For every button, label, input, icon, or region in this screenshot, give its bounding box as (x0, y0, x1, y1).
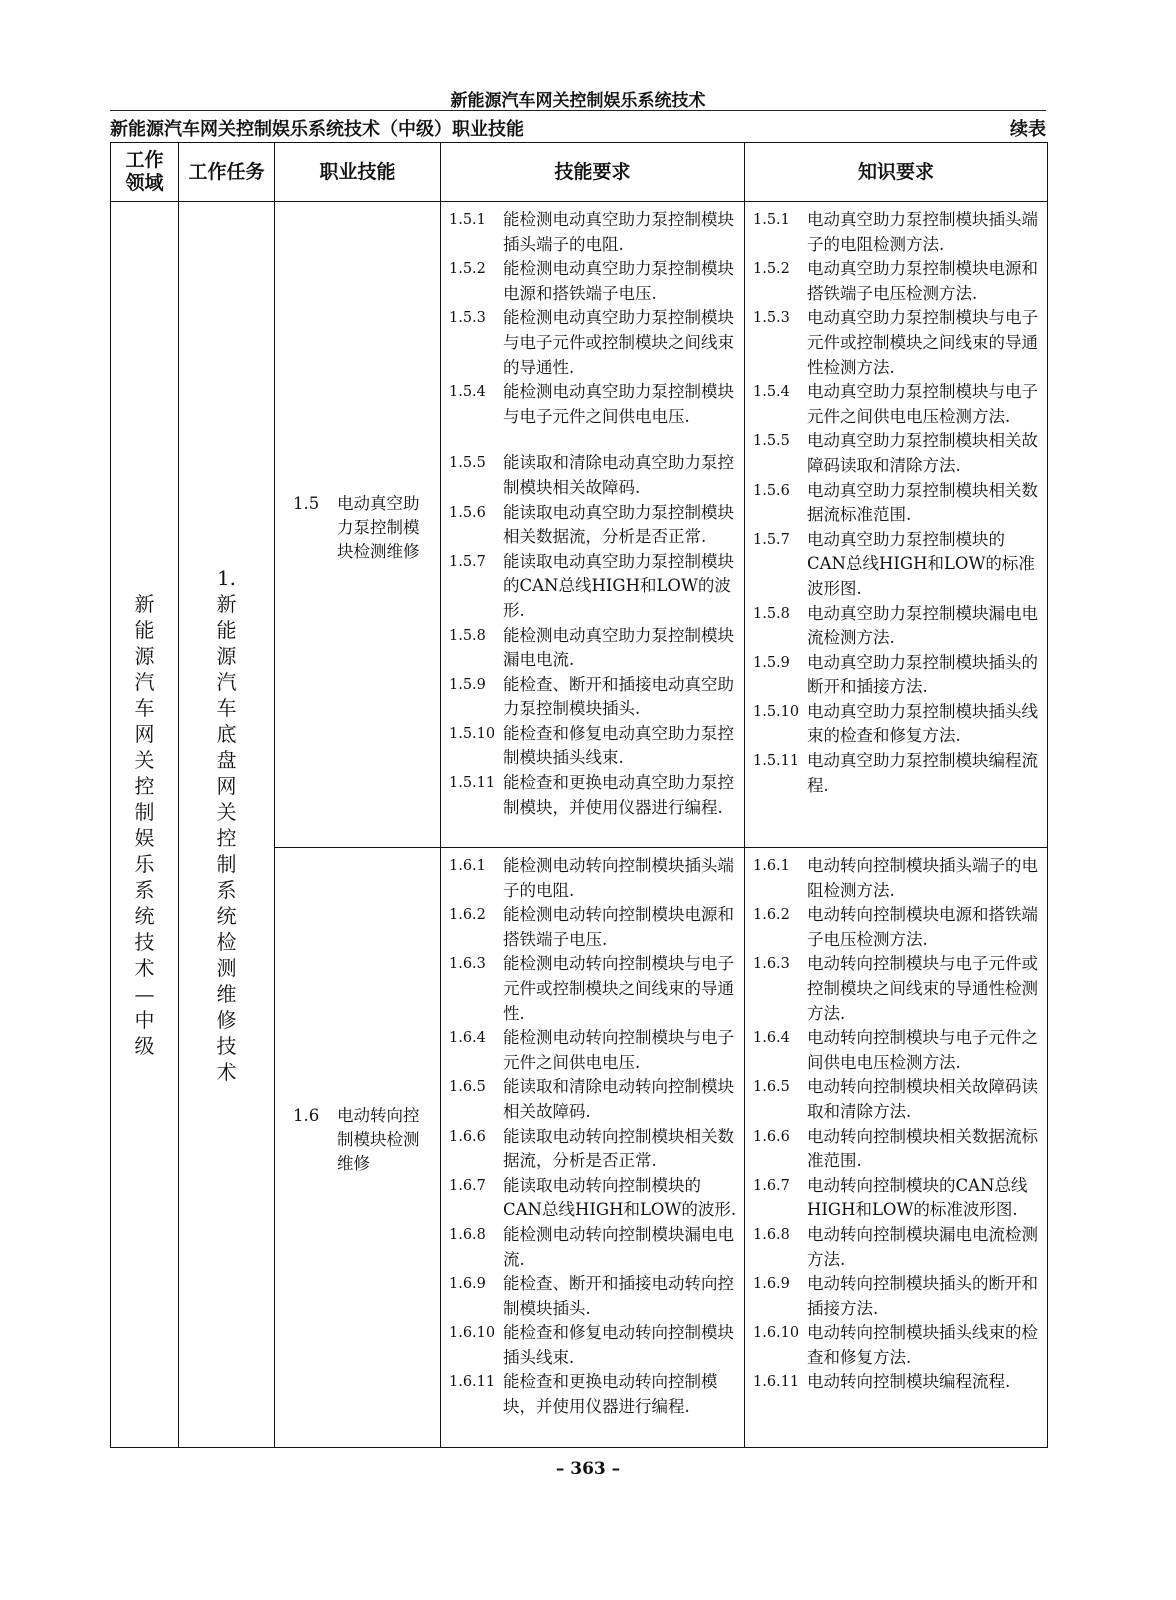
item-code: 1.6.1 (449, 858, 486, 874)
skill-name-first: 电动真空助 (337, 494, 420, 513)
item-code: 1.6.7 (449, 1177, 486, 1194)
item-code: 1.6.11 (753, 1374, 800, 1391)
skill-number: 1.6 (293, 1106, 320, 1125)
item-code: 1.5.10 (449, 725, 496, 742)
item-text: 电动真空助力泵控制模块插头线束的检查和修复方法. (807, 701, 1038, 746)
item-text: 能检测电动真空助力泵控制模块与电子元件或控制模块之间线束的导通性. (503, 308, 734, 377)
skill-name-first: 电动转向控 (337, 1106, 420, 1125)
item-text: 能读取和清除电动真空助力泵控制模块相关故障码. (503, 453, 734, 497)
skill-number: 1.5 (293, 494, 320, 513)
list-item (753, 208, 1041, 257)
list-item (449, 550, 738, 624)
item-code: 1.5.6 (449, 504, 486, 521)
item-code: 1.6.8 (753, 1226, 790, 1243)
skill-cell-1-6 (275, 848, 441, 1448)
item-code: 1.6.10 (753, 1325, 800, 1342)
item-text: 能读取电动转向控制模块的CAN总线HIGH和LOW的波形. (503, 1175, 737, 1220)
list-item (753, 257, 1041, 306)
item-code: 1.5.2 (753, 261, 790, 278)
list-item (753, 602, 1041, 651)
item-text: 电动转向控制模块编程流程. (807, 1372, 1011, 1392)
list-item (753, 854, 1041, 903)
item-text: 能检测电动真空助力泵控制模块漏电电流. (503, 625, 734, 670)
item-code: 1.5.5 (449, 455, 486, 472)
item-code: 1.6.2 (753, 907, 790, 924)
list-item (449, 624, 738, 673)
item-code: 1.5.9 (753, 654, 790, 671)
list-item (449, 306, 738, 380)
item-code: 1.5.11 (753, 753, 800, 770)
list-item (449, 1321, 738, 1370)
item-code: 1.6.4 (449, 1030, 486, 1047)
column-header-work-task: 工作任务 (179, 143, 275, 202)
item-code: 1.6.6 (449, 1128, 486, 1145)
knowledge-cell-1-6 (745, 848, 1048, 1448)
item-code: 1.5.8 (753, 605, 790, 622)
item-text: 能检查和更换电动转向控制模块，并使用仪器进行编程. (503, 1372, 718, 1417)
item-code: 1.5.7 (449, 553, 486, 570)
work-task-text: 1.新能源汽车底盘网关控制系统检测维修技术 (216, 565, 237, 1084)
list-item (753, 1125, 1041, 1174)
item-text: 能检测电动转向控制模块与电子元件之间供电电压. (503, 1028, 734, 1072)
list-item (449, 257, 738, 306)
item-code: 1.6.9 (753, 1276, 790, 1293)
column-header-skill-requirements: 技能要求 (441, 143, 745, 202)
item-code: 1.6.3 (449, 956, 486, 973)
knowledge-list (745, 848, 1047, 1399)
item-text: 电动真空助力泵控制模块编程流程. (807, 751, 1038, 795)
requirements-list (441, 848, 744, 1424)
skill-name-rest: 力泵控制模块检测维修 (337, 518, 420, 561)
item-code: 1.6.7 (753, 1177, 790, 1194)
requirements-cell-1-5 (441, 202, 745, 848)
item-text: 电动真空助力泵控制模块电源和搭铁端子电压检测方法. (807, 259, 1038, 303)
item-text: 电动真空助力泵控制模块相关故障码读取和清除方法. (807, 431, 1038, 475)
skill-label (293, 492, 433, 564)
item-text: 电动真空助力泵控制模块与电子元件之间供电电压检测方法. (807, 382, 1038, 426)
item-text: 能读取电动转向控制模块相关数据流，分析是否正常. (503, 1126, 734, 1171)
knowledge-list (745, 202, 1047, 802)
list-item (449, 952, 738, 1026)
list-item (753, 1075, 1041, 1124)
item-text: 电动真空助力泵控制模块漏电电流检测方法. (807, 603, 1038, 648)
list-item (449, 771, 738, 820)
list-item (449, 1075, 738, 1124)
list-item (753, 1272, 1041, 1321)
list-item (449, 1174, 738, 1223)
requirements-cell-1-6 (441, 848, 745, 1448)
list-item (753, 1370, 1041, 1395)
item-code: 1.5.3 (449, 310, 486, 327)
item-code: 1.6.4 (753, 1030, 790, 1047)
item-text: 能检测电动转向控制模块电源和搭铁端子电压. (503, 905, 734, 949)
knowledge-cell-1-5 (745, 202, 1048, 848)
item-code: 1.5.8 (449, 627, 486, 644)
item-code: 1.6.9 (449, 1276, 486, 1293)
item-code: 1.6.1 (753, 858, 790, 874)
item-code: 1.5.11 (449, 775, 496, 792)
item-text: 电动转向控制模块插头线束的检查和修复方法. (807, 1323, 1038, 1367)
running-head: 新能源汽车网关控制娱乐系统技术 (450, 91, 706, 111)
item-code: 1.6.5 (449, 1079, 486, 1096)
header-rule (110, 110, 1046, 111)
column-header-work-area: 工作领域 (111, 143, 179, 202)
list-item (753, 1321, 1041, 1370)
list-item (753, 749, 1041, 798)
item-text: 电动真空助力泵控制模块插头的断开和插接方法. (807, 652, 1038, 697)
item-text: 电动转向控制模块插头端子的电阻检测方法. (807, 856, 1038, 900)
list-item (753, 952, 1041, 1026)
list-item (449, 1125, 738, 1174)
item-text: 能检测电动转向控制模块与电子元件或控制模块之间线束的导通性. (503, 954, 734, 1023)
item-code: 1.5.10 (753, 703, 800, 720)
list-item (753, 1174, 1041, 1223)
item-text: 能检查和修复电动转向控制模块插头线束. (503, 1323, 734, 1367)
list-item (753, 1223, 1041, 1272)
list-item (449, 1026, 738, 1075)
list-item (449, 451, 738, 500)
item-text: 电动转向控制模块相关故障码读取和清除方法. (807, 1077, 1038, 1121)
list-item (753, 306, 1041, 380)
list-item (753, 528, 1041, 602)
item-text: 能检查和修复电动真空助力泵控制模块插头线束. (503, 723, 734, 768)
item-text: 能检测电动真空助力泵控制模块与电子元件之间供电电压. (503, 382, 734, 426)
list-item (449, 1223, 738, 1272)
skills-table (110, 142, 1048, 1448)
item-code: 1.5.1 (753, 212, 790, 228)
item-code: 1.6.2 (449, 907, 486, 924)
item-text: 能检查、断开和插接电动真空助力泵控制模块插头. (503, 674, 734, 719)
item-code: 1.5.3 (753, 310, 790, 327)
item-text: 电动转向控制模块与电子元件或控制模块之间线束的导通性检测方法. (807, 954, 1038, 1023)
skill-name-rest: 制模块检测维修 (337, 1130, 420, 1173)
item-text: 电动真空助力泵控制模块插头端子的电阻检测方法. (807, 210, 1038, 254)
item-text: 电动转向控制模块的CAN总线HIGH和LOW的标准波形图. (807, 1175, 1028, 1220)
item-text: 电动转向控制模块与电子元件之间供电电压检测方法. (807, 1028, 1038, 1072)
item-code: 1.6.8 (449, 1226, 486, 1243)
item-code: 1.6.11 (449, 1374, 496, 1391)
item-text: 电动转向控制模块电源和搭铁端子电压检测方法. (807, 905, 1038, 949)
list-item (449, 501, 738, 550)
column-header-knowledge-requirements: 知识要求 (745, 143, 1048, 202)
item-code: 1.5.5 (753, 433, 790, 450)
item-text: 能检查和更换电动真空助力泵控制模块，并使用仪器进行编程. (503, 773, 734, 817)
item-text: 能读取和清除电动转向控制模块相关故障码. (503, 1077, 734, 1121)
column-header-skill: 职业技能 (275, 143, 441, 202)
table-header-row (111, 143, 1048, 202)
list-item (753, 429, 1041, 478)
list-item (753, 380, 1041, 429)
requirements-list (441, 202, 744, 824)
item-text: 能检测电动真空助力泵控制模块电源和搭铁端子电压. (503, 259, 734, 303)
page-number: – 363 – (555, 1459, 621, 1479)
item-text: 电动转向控制模块插头的断开和插接方法. (807, 1274, 1038, 1318)
item-text: 电动真空助力泵控制模块相关数据流标准范围. (807, 480, 1038, 525)
list-item (449, 1370, 738, 1419)
list-item (753, 479, 1041, 528)
item-text: 电动转向控制模块漏电电流检测方法. (807, 1224, 1038, 1269)
table-row (111, 202, 1048, 848)
item-code: 1.5.6 (753, 482, 790, 499)
skill-cell-1-5 (275, 202, 441, 848)
item-code: 1.5.1 (449, 212, 486, 228)
list-item (449, 722, 738, 771)
item-code: 1.5.2 (449, 261, 486, 278)
list-item (753, 1026, 1041, 1075)
list-spacer (449, 429, 738, 451)
work-area-cell (111, 202, 179, 1448)
list-item (449, 673, 738, 722)
list-item (449, 380, 738, 429)
list-item (753, 903, 1041, 952)
item-text: 能检测电动转向控制模块插头端子的电阻. (503, 856, 734, 900)
list-item (449, 1272, 738, 1321)
item-code: 1.6.10 (449, 1325, 496, 1342)
list-item (753, 651, 1041, 700)
item-code: 1.5.4 (753, 384, 790, 401)
list-item (753, 700, 1041, 749)
item-code: 1.6.6 (753, 1128, 790, 1145)
list-item (449, 854, 738, 903)
item-text: 电动转向控制模块相关数据流标准范围. (807, 1126, 1038, 1171)
skill-label (293, 1104, 433, 1176)
item-code: 1.5.4 (449, 384, 486, 401)
table-title: 新能源汽车网关控制娱乐系统技术（中级）职业技能 (110, 119, 524, 140)
item-text: 能检测电动真空助力泵控制模块插头端子的电阻. (503, 210, 734, 254)
item-code: 1.6.5 (753, 1079, 790, 1096)
work-task-cell (179, 202, 275, 1448)
list-item (449, 903, 738, 952)
item-code: 1.5.7 (753, 531, 790, 548)
item-text: 能读取电动真空助力泵控制模块相关数据流，分析是否正常. (503, 502, 734, 547)
item-text: 电动真空助力泵控制模块与电子元件或控制模块之间线束的导通性检测方法. (807, 308, 1038, 377)
continued-label: 续表 (1010, 119, 1046, 140)
item-text: 能检查、断开和插接电动转向控制模块插头. (503, 1274, 734, 1318)
list-item (449, 208, 738, 257)
item-text: 能检测电动转向控制模块漏电电流. (503, 1224, 734, 1269)
work-area-text: 新能源汽车网关控制娱乐系统技术—中级 (134, 591, 155, 1058)
item-code: 1.6.3 (753, 956, 790, 973)
item-text: 电动真空助力泵控制模块的CAN总线HIGH和LOW的标准波形图. (807, 529, 1035, 598)
item-code: 1.5.9 (449, 676, 486, 693)
item-text: 能读取电动真空助力泵控制模块的CAN总线HIGH和LOW的波形. (503, 551, 734, 620)
